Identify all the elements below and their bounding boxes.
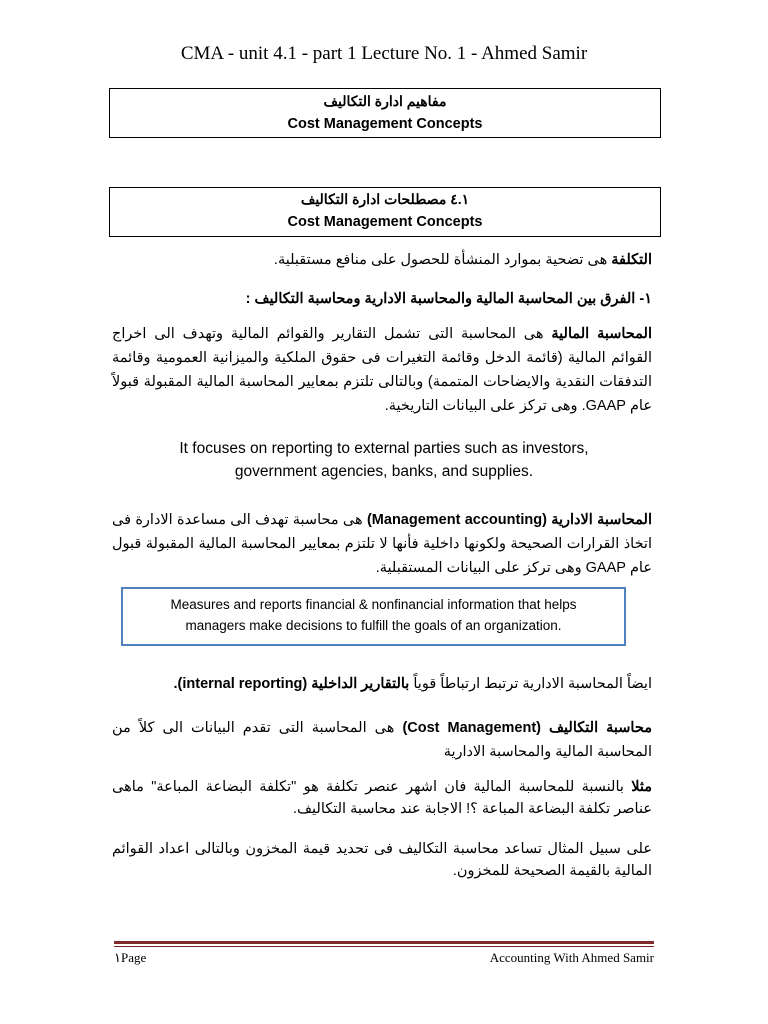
- page-number: ١Page: [114, 950, 147, 965]
- section-heading: ١- الفرق بين المحاسبة المالية والمحاسبة الادارية ومحاسبة التكاليف :: [245, 291, 652, 307]
- page-header: CMA - unit 4.1 - part 1 Lecture No. 1 - Ahmed Samir: [180, 43, 588, 64]
- term-cost: التكلفة: [611, 252, 652, 268]
- paragraph-internal-reporting: [112, 673, 652, 695]
- paragraph-cost-management: [112, 716, 652, 764]
- footer-divider-thick: [114, 941, 654, 944]
- term-cost-management: محاسبة التكاليف: [549, 720, 652, 736]
- cost-definition-text: هى تضحية بموارد المنشأة للحصول على منافع مستقبلية.: [273, 252, 612, 268]
- title-box-1-english: Cost Management Concepts: [287, 116, 483, 132]
- footer-divider-thin: [114, 946, 654, 947]
- title-box-1-arabic: مفاهيم ادارة التكاليف: [323, 93, 447, 109]
- title-box-2-english: Cost Management Concepts: [287, 214, 483, 230]
- paragraph-cost-definition: [112, 249, 652, 271]
- term-financial-accounting: المحاسبة المالية: [551, 326, 652, 342]
- internal-reporting-text: ايضاً المحاسبة الادارية ترتبط ارتباطاً قوياً: [409, 676, 652, 692]
- definition-box: [121, 587, 626, 646]
- english-note-line-1: It focuses on reporting to external parties such as investors,: [179, 440, 589, 457]
- management-accounting-text: هى محاسبة تهدف الى مساعدة الادارة فى اتخاذ القرارات الصحيحة ولكونها داخلية فأنها لا تلتزم بمعايير المحاسبة المالية المقبولة قبول عام GAAP وهى تركز على البيانات المستقبلية.: [112, 512, 652, 576]
- term-cost-management-en: (Cost Management): [394, 720, 550, 736]
- paragraph-financial-accounting: [112, 322, 652, 418]
- definition-box-line-2: managers make decisions to fulfill the goals of an organization.: [185, 618, 562, 633]
- term-example: مثلا: [631, 779, 652, 795]
- english-note-line-2: government agencies, banks, and supplies.: [234, 463, 534, 480]
- term-internal-reporting: بالتقارير الداخلية (internal reporting).: [173, 676, 410, 692]
- definition-box-line-1: Measures and reports financial & nonfinancial information that helps: [170, 597, 577, 612]
- title-box-2: [109, 187, 661, 237]
- english-note: [0, 437, 768, 483]
- term-management-accounting: المحاسبة الادارية: [551, 512, 653, 528]
- financial-accounting-text: هى المحاسبة التى تشمل التقارير والقوائم المالية وتهدف الى اخراج القوائم المالية (قائمة الدخل وقائمة التغيرات فى حقوق الملكية والميزانية العمومية وقائمة التدفقات النقدية والايضاحات المتممة) وبالتالى تلتزم بمعايير المحاسبة المالية المقبولة قبولاً عام GAAP. وهى تركز على البيانات التاريخية.: [112, 326, 652, 414]
- example-text: بالنسبة للمحاسبة المالية فان اشهر عنصر تكلفة هو "تكلفة البضاعة المباعة" ماهى عناصر تكلفة البضاعة المباعة ؟! الاجابة عند محاسبة التكاليف.: [112, 779, 652, 817]
- term-management-accounting-en: (Management accounting): [362, 512, 552, 528]
- title-box-1: [109, 88, 661, 138]
- footer-brand: Accounting With Ahmed Samir: [489, 950, 654, 965]
- paragraph-inventory: على سبيل المثال تساعد محاسبة التكاليف فى تحديد قيمة المخزون وبالتالى اعداد القوائم المالية بالقيمة الصحيحة للمخزون.: [112, 841, 652, 879]
- paragraph-management-accounting: [112, 508, 652, 580]
- title-box-2-arabic: ٤.١ مصطلحات ادارة التكاليف: [300, 191, 470, 207]
- cost-management-text: هى المحاسبة التى تقدم البيانات الى كلاً من المحاسبة المالية والمحاسبة الادارية: [112, 720, 652, 760]
- paragraph-example: [112, 776, 652, 820]
